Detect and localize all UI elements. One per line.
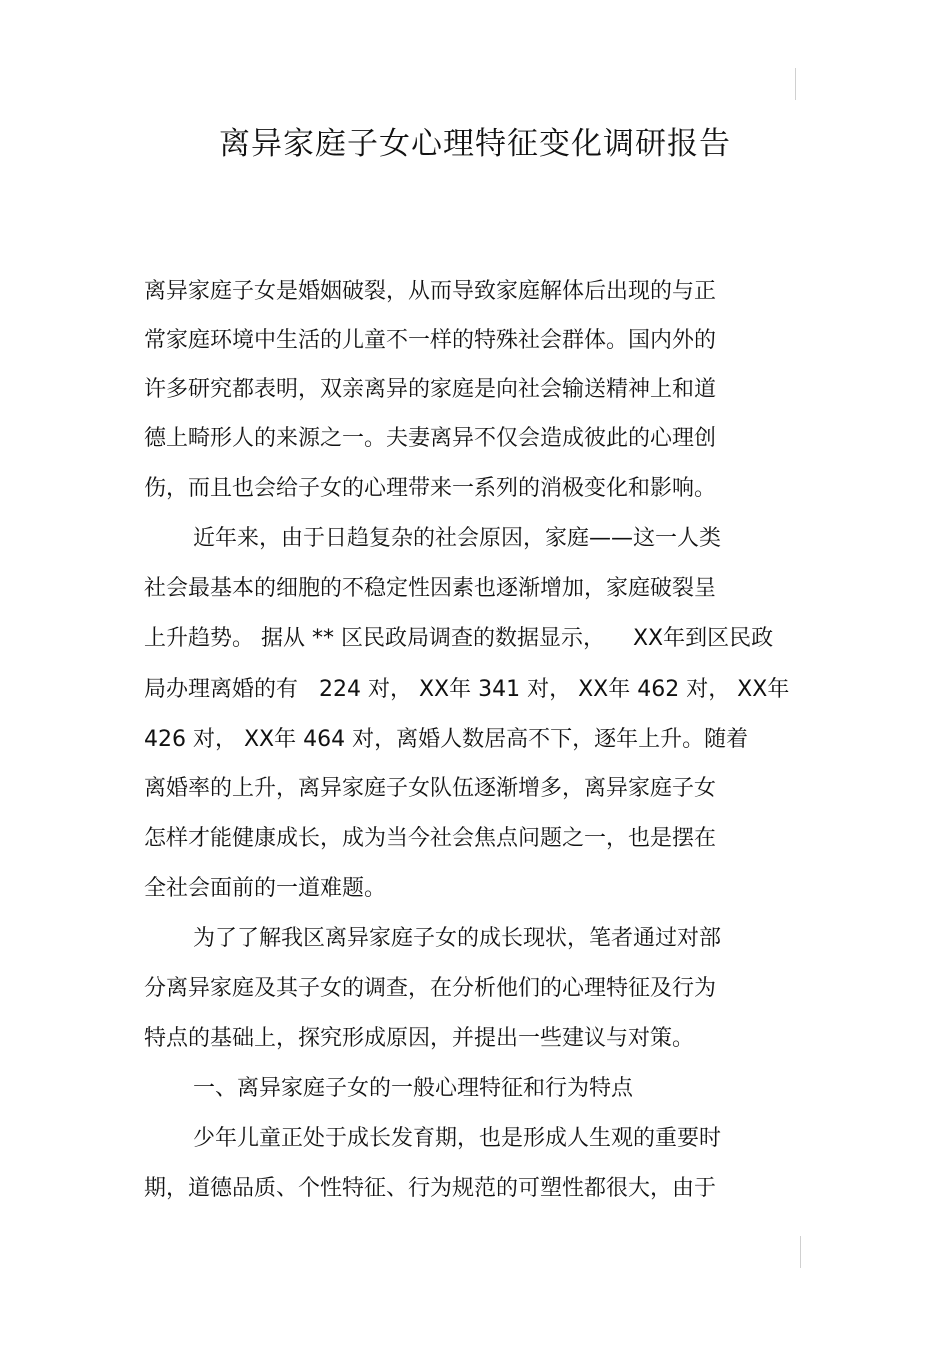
document-title: 离异家庭子女心理特征变化调研报告 bbox=[219, 126, 731, 162]
paragraph-line: 期，道德品质、个性特征、行为规范的可塑性都很大，由于 bbox=[144, 1176, 717, 1201]
paragraph-line: 少年儿童正处于成长发育期，也是形成人生观的重要时 bbox=[193, 1126, 722, 1151]
page-corner-mark-bottom bbox=[800, 1236, 801, 1268]
paragraph-line: 伤，而且也会给子女的心理带来一系列的消极变化和影响。 bbox=[144, 476, 717, 501]
paragraph-line: 许多研究都表明，双亲离异的家庭是向社会输送精神上和道 bbox=[144, 377, 717, 402]
paragraph-line: 离婚率的上升，离异家庭子女队伍逐渐增多，离异家庭子女 bbox=[144, 776, 717, 801]
section-heading: 一、离异家庭子女的一般心理特征和行为特点 bbox=[193, 1076, 634, 1101]
paragraph-line: 局办理离婚的有 224 对， XX年 341 对， XX年 462 对， XX年 bbox=[144, 677, 790, 702]
paragraph-line: 德上畸形人的来源之一。夫妻离异不仅会造成彼此的心理创 bbox=[144, 426, 717, 451]
paragraph-line: 分离异家庭及其子女的调查，在分析他们的心理特征及行为 bbox=[144, 976, 717, 1001]
paragraph-line: 常家庭环境中生活的儿童不一样的特殊社会群体。国内外的 bbox=[144, 328, 717, 353]
paragraph-line: 为了了解我区离异家庭子女的成长现状，笔者通过对部 bbox=[193, 926, 722, 951]
paragraph-line: 怎样才能健康成长，成为当今社会焦点问题之一，也是摆在 bbox=[144, 826, 717, 851]
paragraph-line: 426 对， XX年 464 对，离婚人数居高不下，逐年上升。随着 bbox=[144, 727, 749, 752]
paragraph-line: 离异家庭子女是婚姻破裂，从而导致家庭解体后出现的与正 bbox=[144, 279, 717, 304]
page-corner-mark-top bbox=[795, 68, 796, 100]
paragraph-line: 上升趋势。 据从 ** 区民政局调查的数据显示， XX年到区民政 bbox=[144, 626, 774, 651]
paragraph-line: 特点的基础上，探究形成原因，并提出一些建议与对策。 bbox=[144, 1026, 695, 1051]
paragraph-line: 近年来，由于日趋复杂的社会原因，家庭——这一人类 bbox=[193, 526, 722, 551]
paragraph-line: 社会最基本的细胞的不稳定性因素也逐渐增加，家庭破裂呈 bbox=[144, 576, 717, 601]
paragraph-line: 全社会面前的一道难题。 bbox=[144, 876, 387, 901]
